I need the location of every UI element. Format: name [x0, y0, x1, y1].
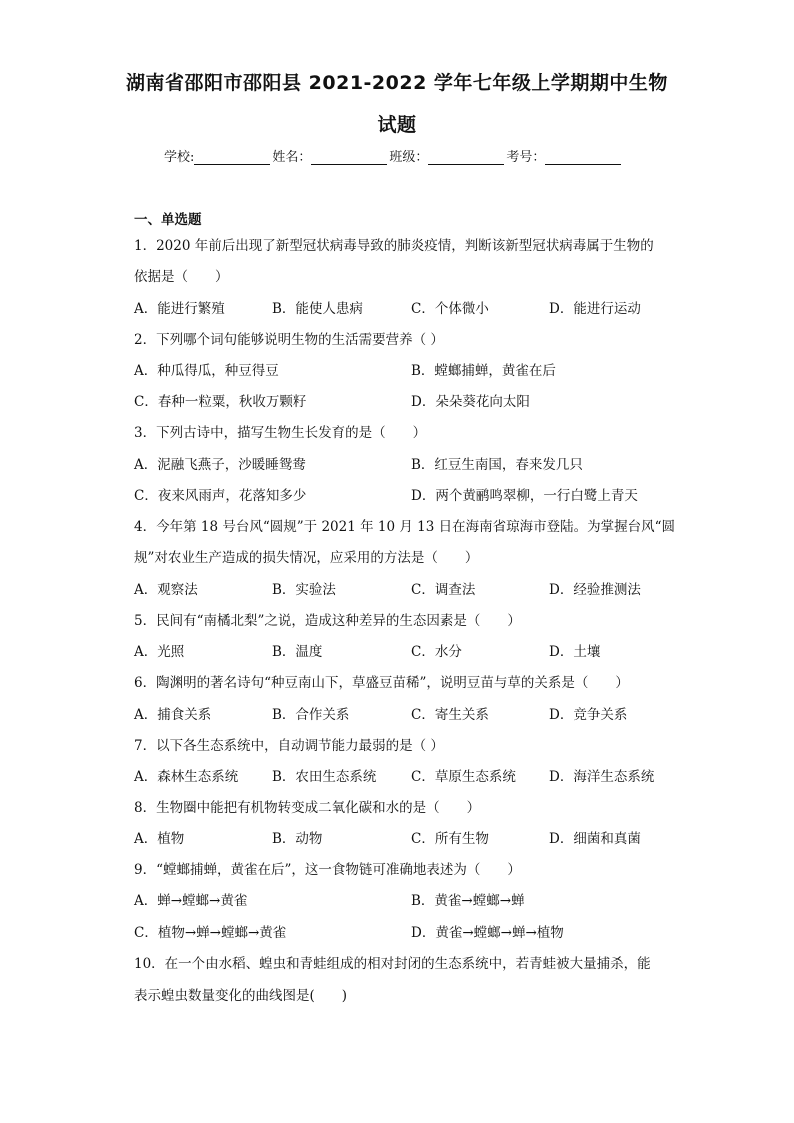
exam-title-line1: 湖南省邵阳市邵阳县 2021-2022 学年七年级上学期期中生物 — [126, 72, 668, 94]
question-8-option-b: B．动物 — [272, 831, 323, 847]
question-7-option-d: D．海洋生态系统 — [549, 769, 655, 785]
question-5-option-c: C．水分 — [411, 644, 462, 660]
question-1-line-2: 依据是（ ） — [134, 269, 229, 285]
name-blank[interactable] — [311, 150, 387, 165]
question-1-option-b: B．能使人患病 — [272, 301, 363, 317]
question-1-line-1: 1．2020 年前后出现了新型冠状病毒导致的肺炎疫情，判断该新型冠状病毒属于生物的 — [134, 238, 654, 254]
question-1-option-c: C．个体微小 — [411, 301, 489, 317]
question-7-line-1: 7．以下各生态系统中，自动调节能力最弱的是（ ） — [134, 738, 444, 754]
question-3-option-d: D．两个黄鹂鸣翠柳，一行白鹭上青天 — [411, 488, 638, 504]
exam-title-line2: 试题 — [377, 114, 417, 136]
question-8-option-d: D．细菌和真菌 — [549, 831, 641, 847]
question-9-option-d: D．黄雀→螳螂→蝉→植物 — [411, 925, 564, 941]
question-9-option-b: B．黄雀→螳螂→蝉 — [411, 893, 525, 909]
question-7-option-a: A．森林生态系统 — [134, 769, 239, 785]
class-label: 班级： — [389, 150, 429, 165]
question-8-line-1: 8．生物圈中能把有机物转变成二氧化碳和水的是（ ） — [134, 800, 481, 816]
question-10-line-2: 表示蝗虫数量变化的曲线图是( ) — [134, 988, 348, 1004]
question-4-option-c: C．调查法 — [411, 582, 476, 598]
question-2-line-1: 2．下列哪个词句能够说明生物的生活需要营养（ ） — [134, 332, 444, 348]
question-3-option-b: B．红豆生南国，春来发几只 — [411, 457, 583, 473]
name-label: 姓名： — [272, 150, 312, 165]
question-5-option-a: A．光照 — [134, 644, 185, 660]
question-6-option-c: C．寄生关系 — [411, 707, 489, 723]
question-1-option-d: D．能进行运动 — [549, 301, 641, 317]
question-10-line-1: 10．在一个由水稻、蝗虫和青蛙组成的相对封闭的生态系统中，若青蛙被大量捕杀，能 — [134, 956, 651, 972]
question-3-line-1: 3．下列古诗中，描写生物生长发育的是（ ） — [134, 425, 427, 441]
question-7-option-c: C．草原生态系统 — [411, 769, 516, 785]
question-4-option-d: D．经验推测法 — [549, 582, 641, 598]
question-9-option-a: A．蝉→螳螂→黄雀 — [134, 893, 248, 909]
question-2-option-d: D．朵朵葵花向太阳 — [411, 394, 530, 410]
question-5-line-1: 5．民间有“南橘北梨”之说，造成这种差异的生态因素是（ ） — [134, 613, 521, 629]
question-4-option-b: B．实验法 — [272, 582, 336, 598]
question-6-option-a: A．捕食关系 — [134, 707, 212, 723]
question-3-option-c: C．夜来风雨声，花落知多少 — [134, 488, 307, 504]
question-8-option-a: A．植物 — [134, 831, 185, 847]
question-6-option-b: B．合作关系 — [272, 707, 350, 723]
question-6-option-d: D．竞争关系 — [549, 707, 628, 723]
question-5-option-b: B．温度 — [272, 644, 323, 660]
question-3-option-a: A．泥融飞燕子，沙暖睡鸳鸯 — [134, 457, 306, 473]
question-8-option-c: C．所有生物 — [411, 831, 489, 847]
question-1-option-a: A．能进行繁殖 — [134, 301, 225, 317]
question-4-line-2: 规”对农业生产造成的损失情况，应采用的方法是（ ） — [134, 550, 479, 566]
student-info-row — [164, 146, 623, 165]
school-label: 学校: — [164, 150, 195, 165]
school-blank[interactable] — [194, 150, 270, 165]
question-9-option-c: C．植物→蝉→螳螂→黄雀 — [134, 925, 287, 941]
question-6-line-1: 6．陶渊明的著名诗句“种豆南山下，草盛豆苗稀”，说明豆苗与草的关系是（ ） — [134, 675, 629, 691]
question-7-option-b: B．农田生态系统 — [272, 769, 377, 785]
question-2-option-c: C．春种一粒粟，秋收万颗籽 — [134, 394, 307, 410]
question-9-line-1: 9．“螳螂捕蝉，黄雀在后”，这一食物链可准确地表述为（ ） — [134, 862, 521, 878]
number-blank[interactable] — [545, 150, 621, 165]
question-5-option-d: D．土壤 — [549, 644, 601, 660]
number-label: 考号： — [506, 150, 546, 165]
question-2-option-b: B．螳螂捕蝉，黄雀在后 — [411, 363, 556, 379]
question-4-option-a: A．观察法 — [134, 582, 198, 598]
class-blank[interactable] — [428, 150, 504, 165]
question-2-option-a: A．种瓜得瓜，种豆得豆 — [134, 363, 279, 379]
question-4-line-1: 4．今年第 18 号台风“圆规”于 2021 年 10 月 13 日在海南省琼海市登陆。为掌握台风“圆 — [134, 519, 676, 535]
section-heading: 一、单选题 — [134, 212, 202, 228]
